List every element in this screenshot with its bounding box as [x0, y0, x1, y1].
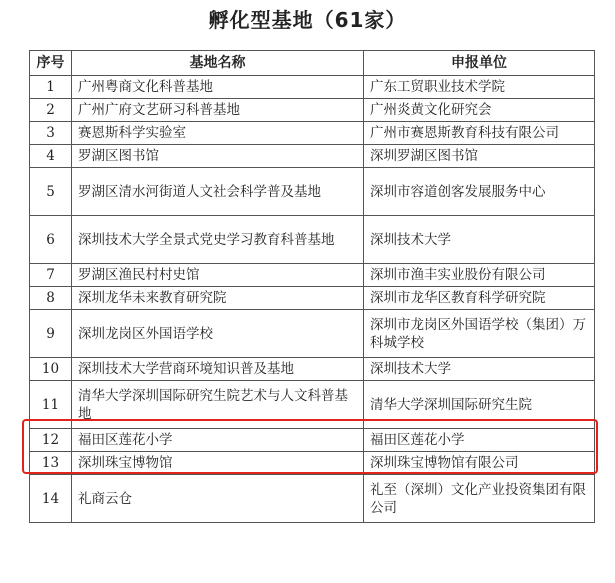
table-row: [30, 99, 595, 122]
table-header-row: [30, 51, 595, 76]
base-name: 罗湖区清水河街道人文社会科学普及基地: [72, 168, 364, 216]
applicant-unit: 深圳罗湖区图书馆: [364, 145, 595, 168]
row-number: 4: [30, 145, 72, 168]
base-table: [29, 50, 595, 523]
table-row: [30, 452, 595, 475]
applicant-unit: 广州炎黄文化研究会: [364, 99, 595, 122]
applicant-unit: 广东工贸职业技术学院: [364, 76, 595, 99]
table-row-highlighted: [30, 381, 595, 429]
base-name: 深圳珠宝博物馆: [72, 452, 364, 475]
table-row: [30, 145, 595, 168]
row-number: 11: [30, 381, 72, 429]
row-number: 9: [30, 310, 72, 358]
table-row: [30, 264, 595, 287]
table-row: [30, 310, 595, 358]
row-number: 13: [30, 452, 72, 475]
base-name: 深圳技术大学营商环境知识普及基地: [72, 358, 364, 381]
base-name: 深圳龙华未来教育研究院: [72, 287, 364, 310]
row-number: 12: [30, 429, 72, 452]
table-row: [30, 168, 595, 216]
applicant-unit: 深圳技术大学: [364, 358, 595, 381]
row-number: 1: [30, 76, 72, 99]
row-number: 6: [30, 216, 72, 264]
table-row: [30, 475, 595, 523]
row-number: 7: [30, 264, 72, 287]
table-row: [30, 76, 595, 99]
column-header-name: 基地名称: [72, 51, 364, 76]
applicant-unit: 广州市赛恩斯教育科技有限公司: [364, 122, 595, 145]
row-number: 8: [30, 287, 72, 310]
table-row: [30, 287, 595, 310]
table-row: [30, 216, 595, 264]
applicant-unit: 深圳珠宝博物馆有限公司: [364, 452, 595, 475]
applicant-unit: 深圳市容道创客发展服务中心: [364, 168, 595, 216]
row-number: 14: [30, 475, 72, 523]
applicant-unit: 深圳市龙华区教育科学研究院: [364, 287, 595, 310]
base-name: 深圳龙岗区外国语学校: [72, 310, 364, 358]
base-name: 广州粤商文化科普基地: [72, 76, 364, 99]
page-title: 孵化型基地（61家）: [208, 8, 407, 32]
base-name: 赛恩斯科学实验室: [72, 122, 364, 145]
table-row: [30, 358, 595, 381]
base-name: 罗湖区渔民村村史馆: [72, 264, 364, 287]
column-header-unit: 申报单位: [364, 51, 595, 76]
base-name: 广州广府文艺研习科普基地: [72, 99, 364, 122]
column-header-no: 序号: [30, 51, 72, 76]
applicant-unit: 福田区莲花小学: [364, 429, 595, 452]
base-name: 清华大学深圳国际研究生院艺术与人文科普基地: [72, 381, 364, 429]
base-name: 礼商云仓: [72, 475, 364, 523]
applicant-unit: 清华大学深圳国际研究生院: [364, 381, 595, 429]
base-name: 福田区莲花小学: [72, 429, 364, 452]
base-name: 罗湖区图书馆: [72, 145, 364, 168]
applicant-unit: 礼至（深圳）文化产业投资集团有限公司: [364, 475, 595, 523]
applicant-unit: 深圳市渔丰实业股份有限公司: [364, 264, 595, 287]
row-number: 3: [30, 122, 72, 145]
row-number: 2: [30, 99, 72, 122]
row-number: 5: [30, 168, 72, 216]
applicant-unit: 深圳技术大学: [364, 216, 595, 264]
applicant-unit: 深圳市龙岗区外国语学校（集团）万科城学校: [364, 310, 595, 358]
base-name: 深圳技术大学全景式党史学习教育科普基地: [72, 216, 364, 264]
table-row: [30, 429, 595, 452]
row-number: 10: [30, 358, 72, 381]
table-row: [30, 122, 595, 145]
